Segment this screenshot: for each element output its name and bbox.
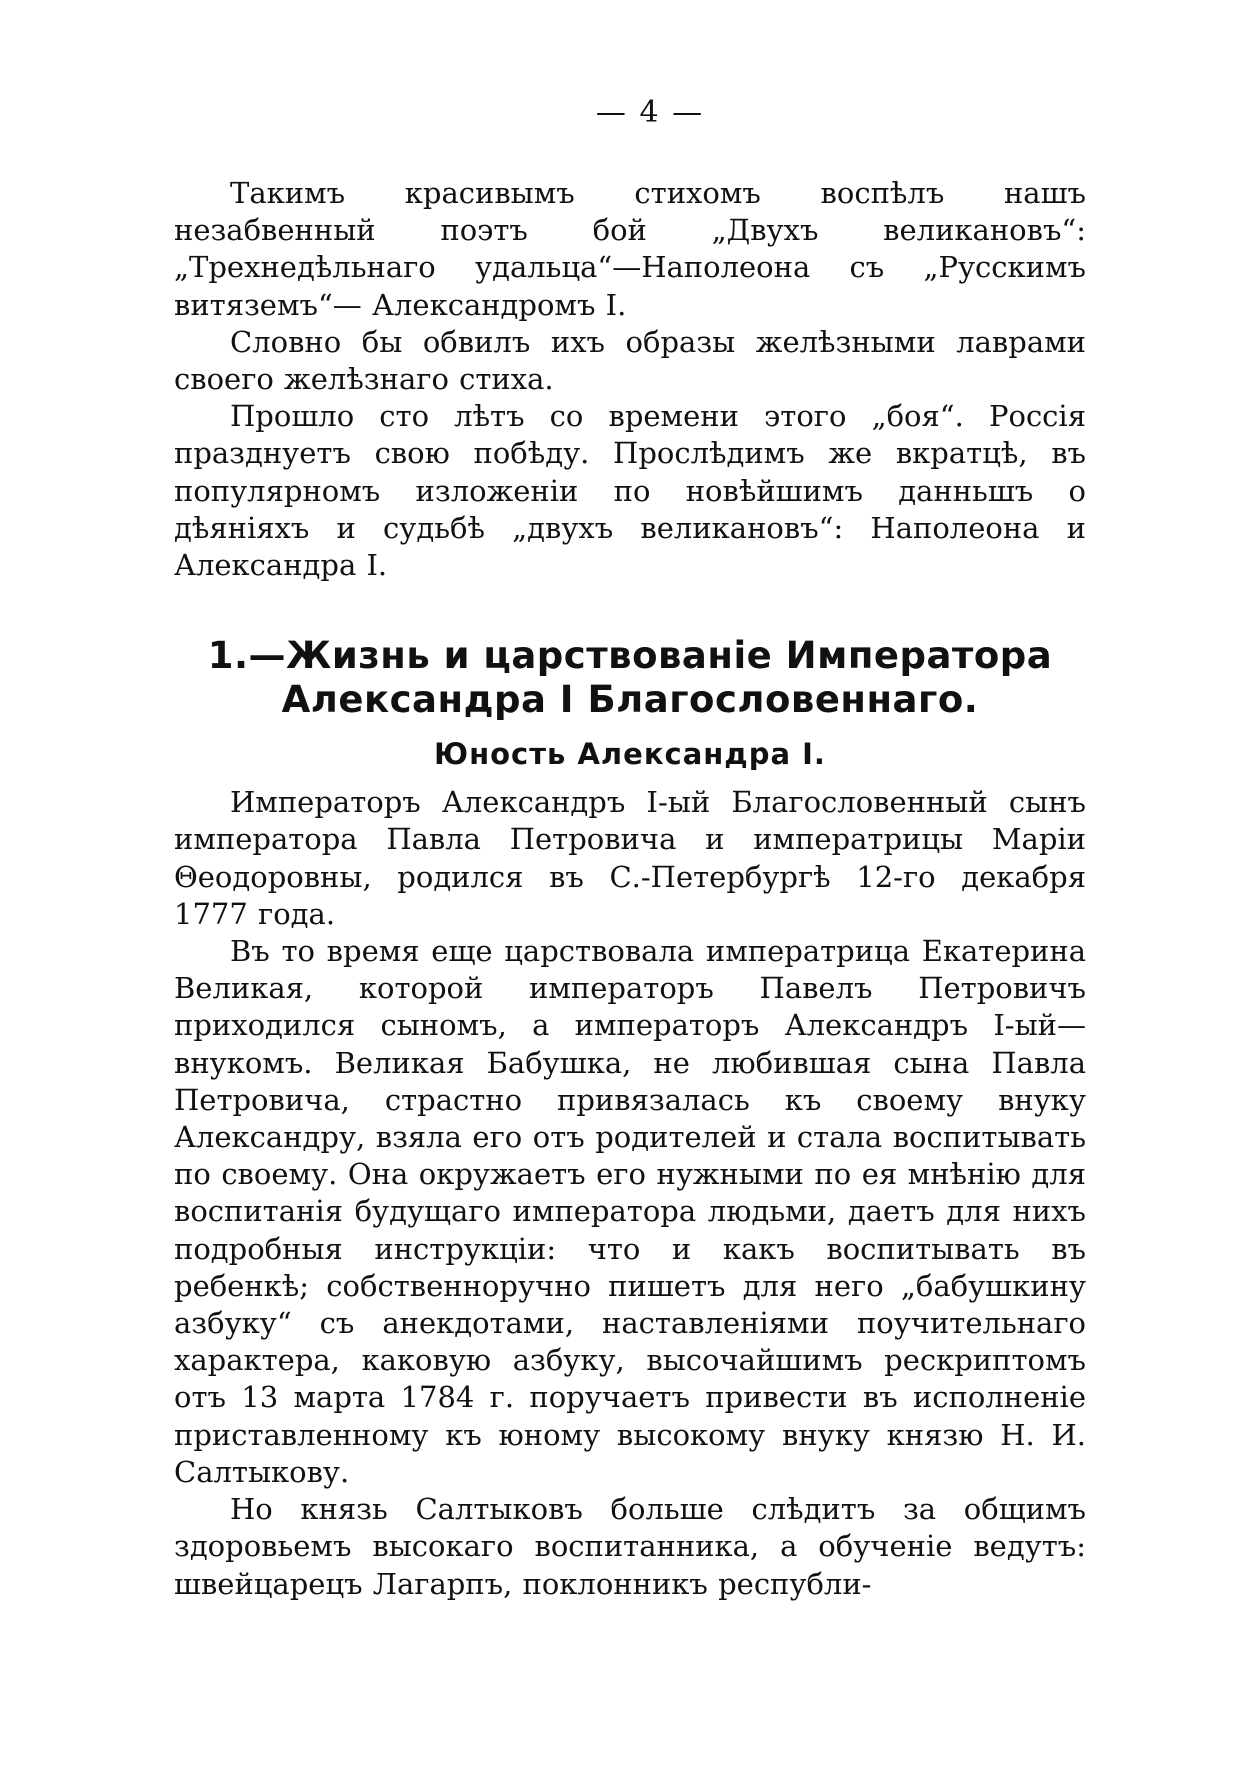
page-number: — 4 — — [595, 95, 705, 130]
chapter-title-line-1: 1.—Жизнь и царствованіе Императора — [207, 634, 1053, 678]
chapter-paragraph-1: Императоръ Александръ I-ый Благословенный сынъ императора Павла Петровича и императрицы Маріи Θеодоровны, родился въ С.-Петербургѣ 12-го декабря 1777 года. — [174, 785, 1086, 931]
chapter-title-line-2: Александра I Благословеннаго. — [281, 678, 979, 722]
chapter-paragraph-3: Но князь Салтыковъ больше слѣдитъ за общимъ здоровьемъ высокаго воспитанника, а обученіе ведутъ: швейцарецъ Лагарпъ, поклонникъ республи- — [174, 1492, 1086, 1601]
section-title: Юность Александра I. — [434, 737, 826, 772]
chapter-section — [174, 634, 1086, 1602]
intro-section — [174, 175, 1086, 584]
intro-paragraph-2: Словно бы обвилъ ихъ образы желѣзными лаврами своего желѣзнаго стиха. — [174, 324, 1086, 397]
book-page — [174, 95, 1086, 1603]
intro-paragraph-1: Такимъ красивымъ стихомъ воспѣлъ нашъ незабвенный поэтъ бой „Двухъ великановъ“: „Трехнедѣльнаго удальца“—Наполеона съ „Русскимъ витяземъ“— Александромъ I. — [174, 176, 1086, 322]
chapter-paragraph-2: Въ то время еще царствовала императрица Екатерина Великая, которой императоръ Павелъ Петровичъ приходился сыномъ, а императоръ Александръ I-ый— внукомъ. Великая Бабушка, не любившая сына Павла Петровича, страстно привязалась къ своему внуку Александру, взяла его отъ родителей и стала воспитывать по своему. Она окружаетъ его нужными по ея мнѣнію для воспитанія будущаго императора людьми, даетъ для нихъ подробныя инструкціи: что и какъ воспитывать въ ребенкѣ; собственноручно пишетъ для него „бабушкину азбуку“ съ анекдотами, наставленіями поучительнаго характера, каковую азбуку, высочайшимъ рескриптомъ отъ 13 марта 1784 г. поручаетъ привести въ исполненіе приставленному къ юному высокому внуку князю Н. И. Салтыкову. — [174, 934, 1086, 1489]
intro-paragraph-3: Прошло сто лѣтъ со времени этого „боя“. Россія празднуетъ свою побѣду. Прослѣдимъ же вкратцѣ, въ популярномъ изложеніи по новѣйшимъ данньшъ о дѣяніяхъ и судьбѣ „двухъ великановъ“: Наполеона и Александра I. — [174, 399, 1086, 583]
section-spacer — [174, 584, 1086, 634]
chapter-title — [174, 634, 1086, 722]
